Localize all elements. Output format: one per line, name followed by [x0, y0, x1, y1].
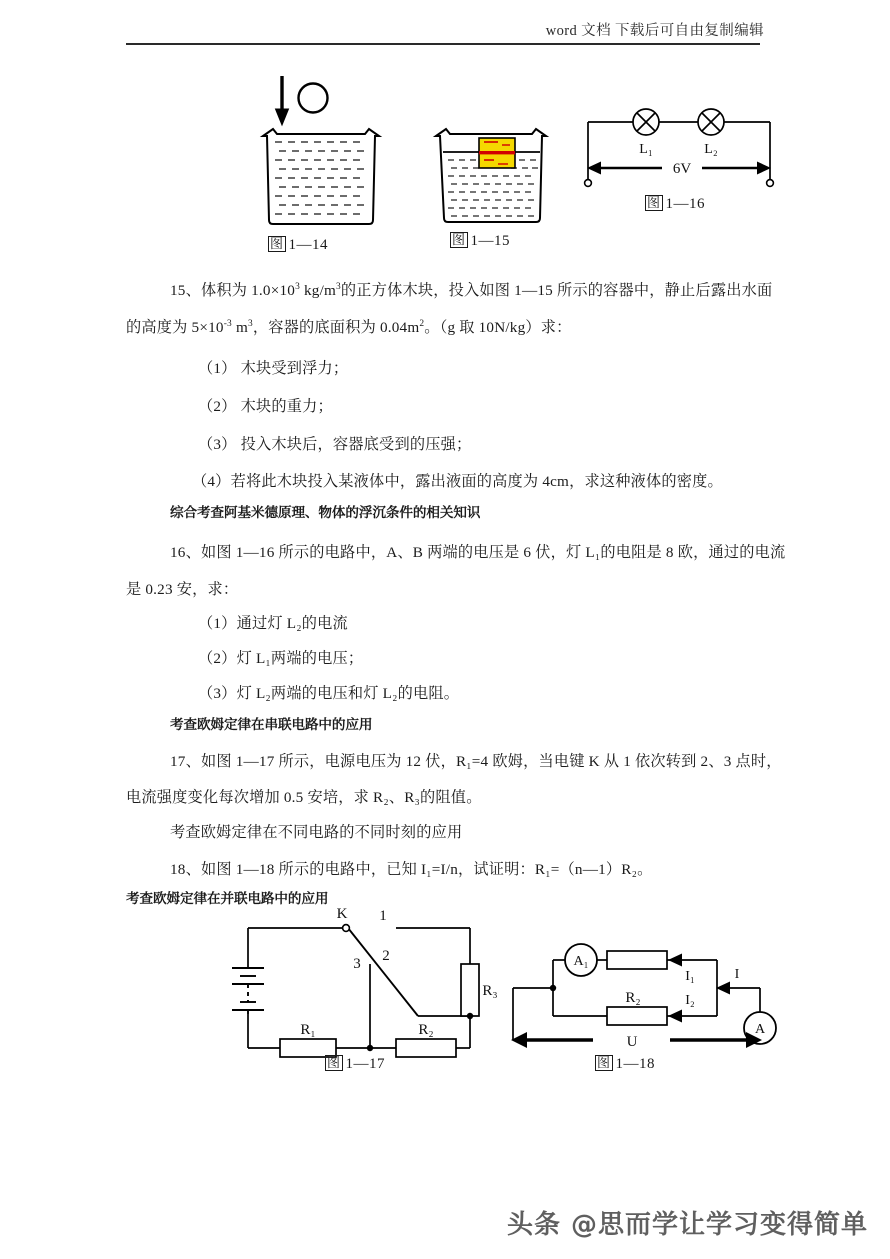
switch-K-symbol [348, 928, 418, 1016]
page-header-text: word 文档 下载后可自由复制编辑 [545, 23, 764, 39]
terminal-a-dot [585, 180, 592, 187]
contact-2-label: 2 [382, 948, 390, 964]
figure-1-15-diagram [432, 110, 562, 235]
current-I-label: I [734, 967, 740, 982]
figure-1-15-caption [450, 232, 510, 250]
junction-dot-bottom [367, 1045, 373, 1051]
switch-pivot-dot [343, 925, 350, 932]
figure-1-14-diagram [255, 72, 415, 232]
q15-line2-end: 。（g 取 10N/kg）求： [424, 319, 572, 336]
footer-watermark: 头条 @思而学让学习变得简单 [506, 1210, 868, 1240]
figure-caption-number: 1—16 [665, 196, 706, 212]
bottom-figure-band [0, 900, 890, 1085]
q15-line2-sup1: -3 [223, 319, 232, 330]
figure-caption-box-char: 图 [597, 1055, 611, 1070]
q17-line-2: 电流强度变化每次增加 0.5 安培，求 R₂、R₃的阻值。 [126, 789, 482, 806]
figure-1-16-diagram [578, 100, 788, 210]
q15-item-3: （3） 投入木块后，容器底受到的压强； [198, 436, 472, 453]
q18-note: 考查欧姆定律在并联电路中的应用 [126, 891, 329, 906]
q17-note: 考查欧姆定律在不同电路的不同时刻的应用 [170, 824, 463, 841]
current-I-arrow [716, 982, 730, 995]
junction-dot-left [550, 985, 556, 991]
q15-line-2 [126, 320, 572, 335]
resistor-R2-label: R₂ [625, 990, 641, 1006]
figure-1-17-caption [325, 1055, 385, 1073]
q15-line1-sup1: 3 [295, 282, 300, 293]
q16-line-1: 16、如图 1—16 所示的电路中，A、B 两端的电压是 6 伏，灯 L₁的电阻是 8 欧，通过的电流 [170, 544, 786, 561]
voltage-U-label: U [626, 1034, 638, 1050]
q18-line-1: 18、如图 1—18 所示的电路中，已知 I₁=I/n，试证明：R₁=（n—1）R₂。 [170, 861, 653, 878]
q16-item-1: （1）通过灯 L₂的电流 [198, 615, 348, 632]
q15-line1-sup2: 3 [336, 282, 341, 293]
lamp-L1-symbol [633, 109, 659, 135]
q16-line-2: 是 0.23 安，求： [126, 581, 239, 598]
current-I1-arrow [668, 954, 682, 967]
q15-line1-mid: kg/m [299, 282, 337, 299]
falling-arrow-icon [276, 76, 289, 125]
current-I2-arrow [668, 1010, 682, 1023]
figure-caption-box-char: 图 [270, 236, 284, 251]
ammeter-A1-label: A₁ [573, 954, 589, 969]
voltage-label: 6V [672, 161, 692, 177]
resistor-R2-symbol [396, 1039, 456, 1057]
q15-line-1 [170, 283, 772, 298]
lamp-L2-symbol [698, 109, 724, 135]
figure-1-17-diagram [218, 906, 498, 1066]
resistor-R1-symbol [607, 951, 667, 969]
q15-line2-mid: m [231, 319, 248, 336]
figure-1-16-caption [645, 195, 705, 213]
q17-line-1: 17、如图 1—17 所示，电源电压为 12 伏，R₁=4 欧姆，当电键 K 从 1 依次转到 2、3 点时， [170, 753, 782, 770]
q15-line1-post: 的正方体木块，投入如图 1—15 所示的容器中，静止后露出水面 [340, 282, 773, 299]
ammeter-A-label: A [754, 1022, 766, 1037]
lamp-L2-label: L₂ [704, 142, 718, 157]
contact-3-label: 3 [353, 956, 361, 972]
figure-caption-number: 1—15 [470, 233, 511, 249]
lamp-L1-label: L₁ [639, 142, 653, 157]
ball-shape [299, 84, 328, 113]
q15-item-4: （4）若将此木块投入某液体中，露出液面的高度为 4cm，求这种液体的密度。 [192, 473, 723, 490]
resistor-R1-label: R₁ [300, 1022, 316, 1038]
figure-caption-number: 1—14 [288, 237, 329, 253]
voltage-arrow-head-right [757, 162, 771, 175]
q15-line2-sup2: 3 [247, 319, 253, 330]
voltage-arrow-head-left [587, 162, 601, 175]
resistor-R3-symbol [461, 964, 479, 1016]
figure-1-18-diagram [505, 918, 790, 1068]
battery-symbol [232, 968, 264, 1014]
top-figure-band [0, 72, 890, 262]
q15-line2-post: ，容器的底面积为 0.04m [252, 319, 420, 336]
q15-item-2: （2） 木块的重力； [198, 398, 333, 415]
q15-line1-pre: 15、体积为 1.0×10 [170, 282, 296, 299]
figure-caption-box-char: 图 [647, 195, 661, 210]
figure-caption-number: 1—18 [615, 1056, 656, 1072]
current-I2-label: I₂ [685, 993, 695, 1008]
switch-K-label: K [336, 906, 348, 922]
figure-1-14-caption [268, 236, 328, 254]
figure-1-18-caption [595, 1055, 655, 1073]
resistor-R2-label: R₂ [418, 1022, 434, 1038]
figure-caption-box-char: 图 [327, 1055, 341, 1070]
figure-caption-number: 1—17 [345, 1056, 386, 1072]
q16-note: 考查欧姆定律在串联电路中的应用 [170, 717, 373, 732]
q15-line2-pre: 的高度为 5×10 [126, 319, 224, 336]
terminal-b-dot [767, 180, 774, 187]
ammeter-A1-symbol [565, 944, 597, 976]
q15-line2-sup3: 2 [419, 319, 425, 330]
q16-item-2: （2）灯 L₁两端的电压； [198, 650, 364, 667]
header-divider-rule [126, 43, 760, 45]
junction-dot-right [467, 1013, 473, 1019]
contact-1-label: 1 [379, 908, 387, 924]
q16-item-3: （3）灯 L₂两端的电压和灯 L₂的电阻。 [198, 685, 460, 702]
resistor-R3-label: R₃ [482, 983, 498, 999]
resistor-R2-symbol [607, 1007, 667, 1025]
q15-note: 综合考查阿基米德原理、物体的浮沉条件的相关知识 [170, 505, 481, 520]
q15-item-1: （1） 木块受到浮力； [198, 360, 349, 377]
figure-caption-box-char: 图 [452, 232, 466, 247]
beaker-outline [263, 129, 379, 224]
current-I1-label: I₁ [685, 969, 695, 984]
